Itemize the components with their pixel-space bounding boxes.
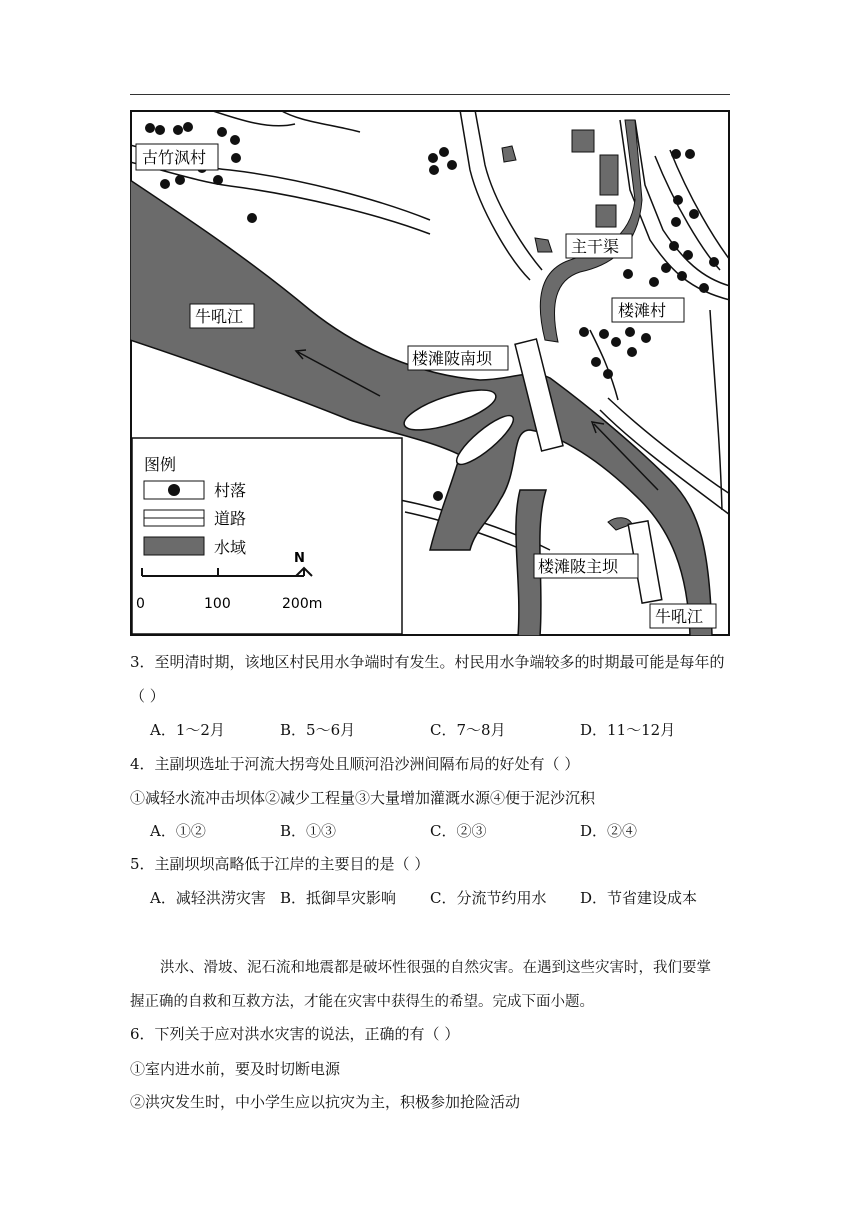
passage-line-1: 洪水、滑坡、泥石流和地震都是破坏性很强的自然灾害。在遇到这些灾害时，我们要掌 <box>160 960 711 976</box>
q5-option-d: D．节省建设成本 <box>580 889 698 907</box>
legend-title: 图例 <box>144 455 177 474</box>
scale-200: 200m <box>282 596 323 612</box>
legend-village: 村落 <box>214 481 247 500</box>
q5-stem: 5．主副坝坝高略低于江岸的主要目的是（ ） <box>130 855 430 873</box>
label-village-lt: 楼滩村 <box>618 301 667 320</box>
q3-stem-bracket: （ ） <box>130 687 165 705</box>
q5-option-a: A．减轻洪涝灾害 <box>150 889 266 907</box>
label-river-top: 牛吼江 <box>195 307 244 326</box>
label-river-bottom: 牛吼江 <box>655 607 704 626</box>
label-south-dam: 楼滩陂南坝 <box>412 349 493 368</box>
q3-stem: 3．至明清时期，该地区村民用水争端时有发生。村民用水争端较多的时期最可能是每年的 <box>130 653 725 671</box>
q6-stem: 6．下列关于应对洪水灾害的说法，正确的有（ ） <box>130 1025 460 1043</box>
q4-option-c: C．②③ <box>430 822 487 840</box>
label-village-gzfc: 古竹沨村 <box>142 148 207 167</box>
q5-option-c: C．分流节约用水 <box>430 889 547 907</box>
label-main-canal: 主干渠 <box>571 237 620 256</box>
q3-option-b: B．5～6月 <box>280 721 356 739</box>
q4-option-d: D．②④ <box>580 822 638 840</box>
legend-water: 水域 <box>214 538 247 557</box>
scale-100: 100 <box>204 596 231 612</box>
legend <box>132 438 402 634</box>
map-figure <box>130 110 730 636</box>
q3-option-d: D．11～12月 <box>580 721 676 739</box>
q3-option-a: A．1～2月 <box>150 721 225 739</box>
q6-item-2: ②洪灾发生时，中小学生应以抗灾为主，积极参加抢险活动 <box>130 1093 521 1111</box>
label-main-dam: 楼滩陂主坝 <box>538 557 619 576</box>
q6-item-1: ①室内进水前，要及时切断电源 <box>130 1060 341 1078</box>
q4-items: ①减轻水流冲击坝体②减少工程量③大量增加灌溉水源④便于泥沙沉积 <box>130 789 596 807</box>
q5-option-b: B．抵御旱灾影响 <box>280 889 397 907</box>
passage-line-2: 握正确的自救和互救方法，才能在灾害中获得生的希望。完成下面小题。 <box>130 994 594 1010</box>
q4-option-a: A．①② <box>150 822 206 840</box>
north-label: N <box>294 551 305 566</box>
header-rule <box>130 94 730 95</box>
q4-option-b: B．①③ <box>280 822 337 840</box>
scale-0: 0 <box>136 596 145 612</box>
legend-road: 道路 <box>214 509 247 528</box>
q4-stem: 4．主副坝选址于河流大拐弯处且顺河沿沙洲间隔布局的好处有（ ） <box>130 755 580 773</box>
q3-option-c: C．7～8月 <box>430 721 506 739</box>
